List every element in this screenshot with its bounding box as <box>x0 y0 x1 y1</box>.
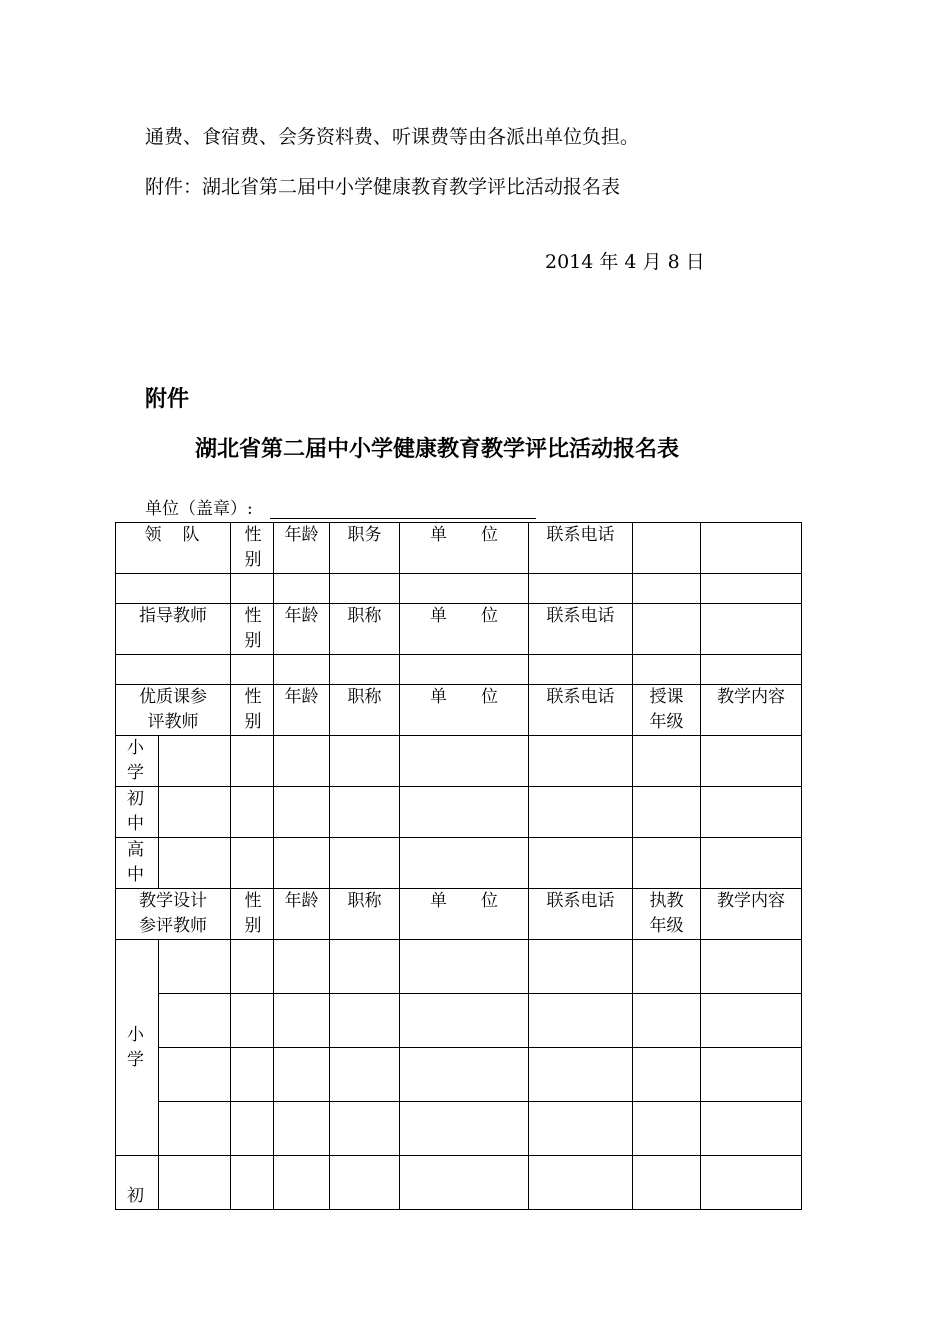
header-phone: 联系电话 <box>529 889 633 940</box>
entry-cell[interactable] <box>231 994 274 1048</box>
blank-cell[interactable] <box>701 523 802 574</box>
level-primary: 小学 <box>127 738 144 783</box>
quality-header-row <box>116 685 802 736</box>
design-primary-row <box>116 940 802 994</box>
header-phone: 联系电话 <box>529 685 633 736</box>
entry-cell[interactable] <box>274 1102 330 1156</box>
entry-cell[interactable] <box>330 994 400 1048</box>
entry-cell[interactable] <box>633 655 701 685</box>
entry-cell[interactable] <box>116 655 231 685</box>
entry-cell[interactable] <box>400 574 529 604</box>
entry-cell[interactable] <box>400 994 529 1048</box>
entry-cell[interactable] <box>231 655 274 685</box>
entry-cell[interactable] <box>330 1102 400 1156</box>
entry-cell[interactable] <box>274 940 330 994</box>
header-grade-exec: 执教年级 <box>649 891 684 936</box>
entry-cell[interactable] <box>701 1102 802 1156</box>
entry-cell[interactable] <box>159 838 231 889</box>
entry-cell[interactable] <box>231 1048 274 1102</box>
entry-cell[interactable] <box>529 1048 633 1102</box>
entry-cell[interactable] <box>400 1102 529 1156</box>
entry-cell[interactable] <box>633 994 701 1048</box>
guide-entry-row <box>116 655 802 685</box>
entry-cell[interactable] <box>274 1156 330 1210</box>
level-junior-partial: 初 <box>127 1186 144 1206</box>
entry-cell[interactable] <box>529 940 633 994</box>
header-unit: 单 位 <box>400 604 529 655</box>
entry-cell[interactable] <box>701 787 802 838</box>
entry-cell[interactable] <box>274 838 330 889</box>
entry-cell[interactable] <box>330 574 400 604</box>
header-unit: 单 位 <box>400 523 529 574</box>
entry-cell[interactable] <box>529 574 633 604</box>
header-title: 职称 <box>330 889 400 940</box>
entry-cell[interactable] <box>529 787 633 838</box>
header-gender: 性别 <box>244 606 262 651</box>
entry-cell[interactable] <box>159 736 231 787</box>
entry-cell[interactable] <box>159 994 231 1048</box>
entry-cell[interactable] <box>701 1048 802 1102</box>
entry-cell[interactable] <box>400 736 529 787</box>
guide-header-row <box>116 604 802 655</box>
entry-cell[interactable] <box>529 736 633 787</box>
header-age: 年龄 <box>274 523 330 574</box>
entry-cell[interactable] <box>159 1156 231 1210</box>
entry-cell[interactable] <box>159 940 231 994</box>
entry-cell[interactable] <box>274 655 330 685</box>
entry-cell[interactable] <box>330 736 400 787</box>
design-primary-row <box>116 1102 802 1156</box>
quality-senior-row <box>116 838 802 889</box>
entry-cell[interactable] <box>701 736 802 787</box>
unit-label: 单位（盖章）: <box>145 499 253 519</box>
form-title: 湖北省第二届中小学健康教育教学评比活动报名表 <box>195 437 680 462</box>
attachment-line: 附件：湖北省第二届中小学健康教育教学评比活动报名表 <box>145 176 621 198</box>
design-junior-row <box>116 1156 802 1210</box>
entry-cell[interactable] <box>274 736 330 787</box>
entry-cell[interactable] <box>633 838 701 889</box>
entry-cell[interactable] <box>633 940 701 994</box>
entry-cell[interactable] <box>159 1102 231 1156</box>
entry-cell[interactable] <box>701 1156 802 1210</box>
entry-cell[interactable] <box>400 1048 529 1102</box>
entry-cell[interactable] <box>701 838 802 889</box>
entry-cell[interactable] <box>231 838 274 889</box>
entry-cell[interactable] <box>231 1102 274 1156</box>
entry-cell[interactable] <box>231 736 274 787</box>
entry-cell[interactable] <box>633 1048 701 1102</box>
attachment-heading: 附件 <box>145 387 190 412</box>
header-content: 教学内容 <box>701 685 802 736</box>
entry-cell[interactable] <box>116 574 231 604</box>
header-phone: 联系电话 <box>529 604 633 655</box>
leader-entry-row <box>116 574 802 604</box>
header-quality-course: 优质课参评教师 <box>139 687 207 732</box>
header-age: 年龄 <box>274 889 330 940</box>
entry-cell[interactable] <box>159 787 231 838</box>
header-content: 教学内容 <box>701 889 802 940</box>
header-gender: 性别 <box>244 687 262 732</box>
quality-junior-row <box>116 787 802 838</box>
blank-cell[interactable] <box>633 523 701 574</box>
header-leader: 领 队 <box>116 523 231 574</box>
design-primary-row <box>116 1048 802 1102</box>
entry-cell[interactable] <box>274 574 330 604</box>
level-junior: 初中 <box>127 789 144 834</box>
header-phone: 联系电话 <box>529 523 633 574</box>
entry-cell[interactable] <box>529 838 633 889</box>
header-design: 教学设计参评教师 <box>139 891 207 936</box>
entry-cell[interactable] <box>633 787 701 838</box>
header-unit: 单 位 <box>400 685 529 736</box>
entry-cell[interactable] <box>701 940 802 994</box>
entry-cell[interactable] <box>529 994 633 1048</box>
blank-cell[interactable] <box>633 604 701 655</box>
blank-cell[interactable] <box>701 604 802 655</box>
entry-cell[interactable] <box>274 787 330 838</box>
design-header-row <box>116 889 802 940</box>
header-age: 年龄 <box>274 685 330 736</box>
entry-cell[interactable] <box>633 574 701 604</box>
header-title: 职称 <box>330 685 400 736</box>
header-gender: 性别 <box>244 891 262 936</box>
entry-cell[interactable] <box>330 1048 400 1102</box>
entry-cell[interactable] <box>330 655 400 685</box>
entry-cell[interactable] <box>400 1156 529 1210</box>
entry-cell[interactable] <box>529 655 633 685</box>
entry-cell[interactable] <box>529 1156 633 1210</box>
entry-cell[interactable] <box>701 994 802 1048</box>
header-age: 年龄 <box>274 604 330 655</box>
entry-cell[interactable] <box>330 787 400 838</box>
design-primary-row <box>116 994 802 1048</box>
entry-cell[interactable] <box>701 574 802 604</box>
level-senior: 高中 <box>127 840 144 885</box>
entry-cell[interactable] <box>274 994 330 1048</box>
level-primary: 小学 <box>127 1024 144 1070</box>
entry-cell[interactable] <box>274 1048 330 1102</box>
entry-cell[interactable] <box>231 940 274 994</box>
header-unit: 单 位 <box>400 889 529 940</box>
header-guide: 指导教师 <box>116 604 231 655</box>
header-post: 职务 <box>330 523 400 574</box>
entry-cell[interactable] <box>231 1156 274 1210</box>
entry-cell[interactable] <box>231 574 274 604</box>
entry-cell[interactable] <box>400 838 529 889</box>
entry-cell[interactable] <box>633 1156 701 1210</box>
quality-primary-row <box>116 736 802 787</box>
entry-cell[interactable] <box>701 655 802 685</box>
entry-cell[interactable] <box>330 838 400 889</box>
entry-cell[interactable] <box>633 736 701 787</box>
entry-cell[interactable] <box>159 1048 231 1102</box>
registration-table <box>115 522 802 1210</box>
entry-cell[interactable] <box>400 787 529 838</box>
leader-header-row <box>116 523 802 574</box>
header-gender: 性别 <box>244 525 262 570</box>
unit-signature-line[interactable] <box>270 518 536 519</box>
entry-cell[interactable] <box>633 1102 701 1156</box>
entry-cell[interactable] <box>330 1156 400 1210</box>
entry-cell[interactable] <box>400 940 529 994</box>
intro-line: 通费、食宿费、会务资料费、听课费等由各派出单位负担。 <box>145 126 640 148</box>
date-line: 2014 年 4 月 8 日 <box>545 251 705 273</box>
entry-cell[interactable] <box>400 655 529 685</box>
entry-cell[interactable] <box>231 787 274 838</box>
header-grade-taught: 授课年级 <box>649 687 684 732</box>
header-title: 职称 <box>330 604 400 655</box>
entry-cell[interactable] <box>529 1102 633 1156</box>
entry-cell[interactable] <box>330 940 400 994</box>
